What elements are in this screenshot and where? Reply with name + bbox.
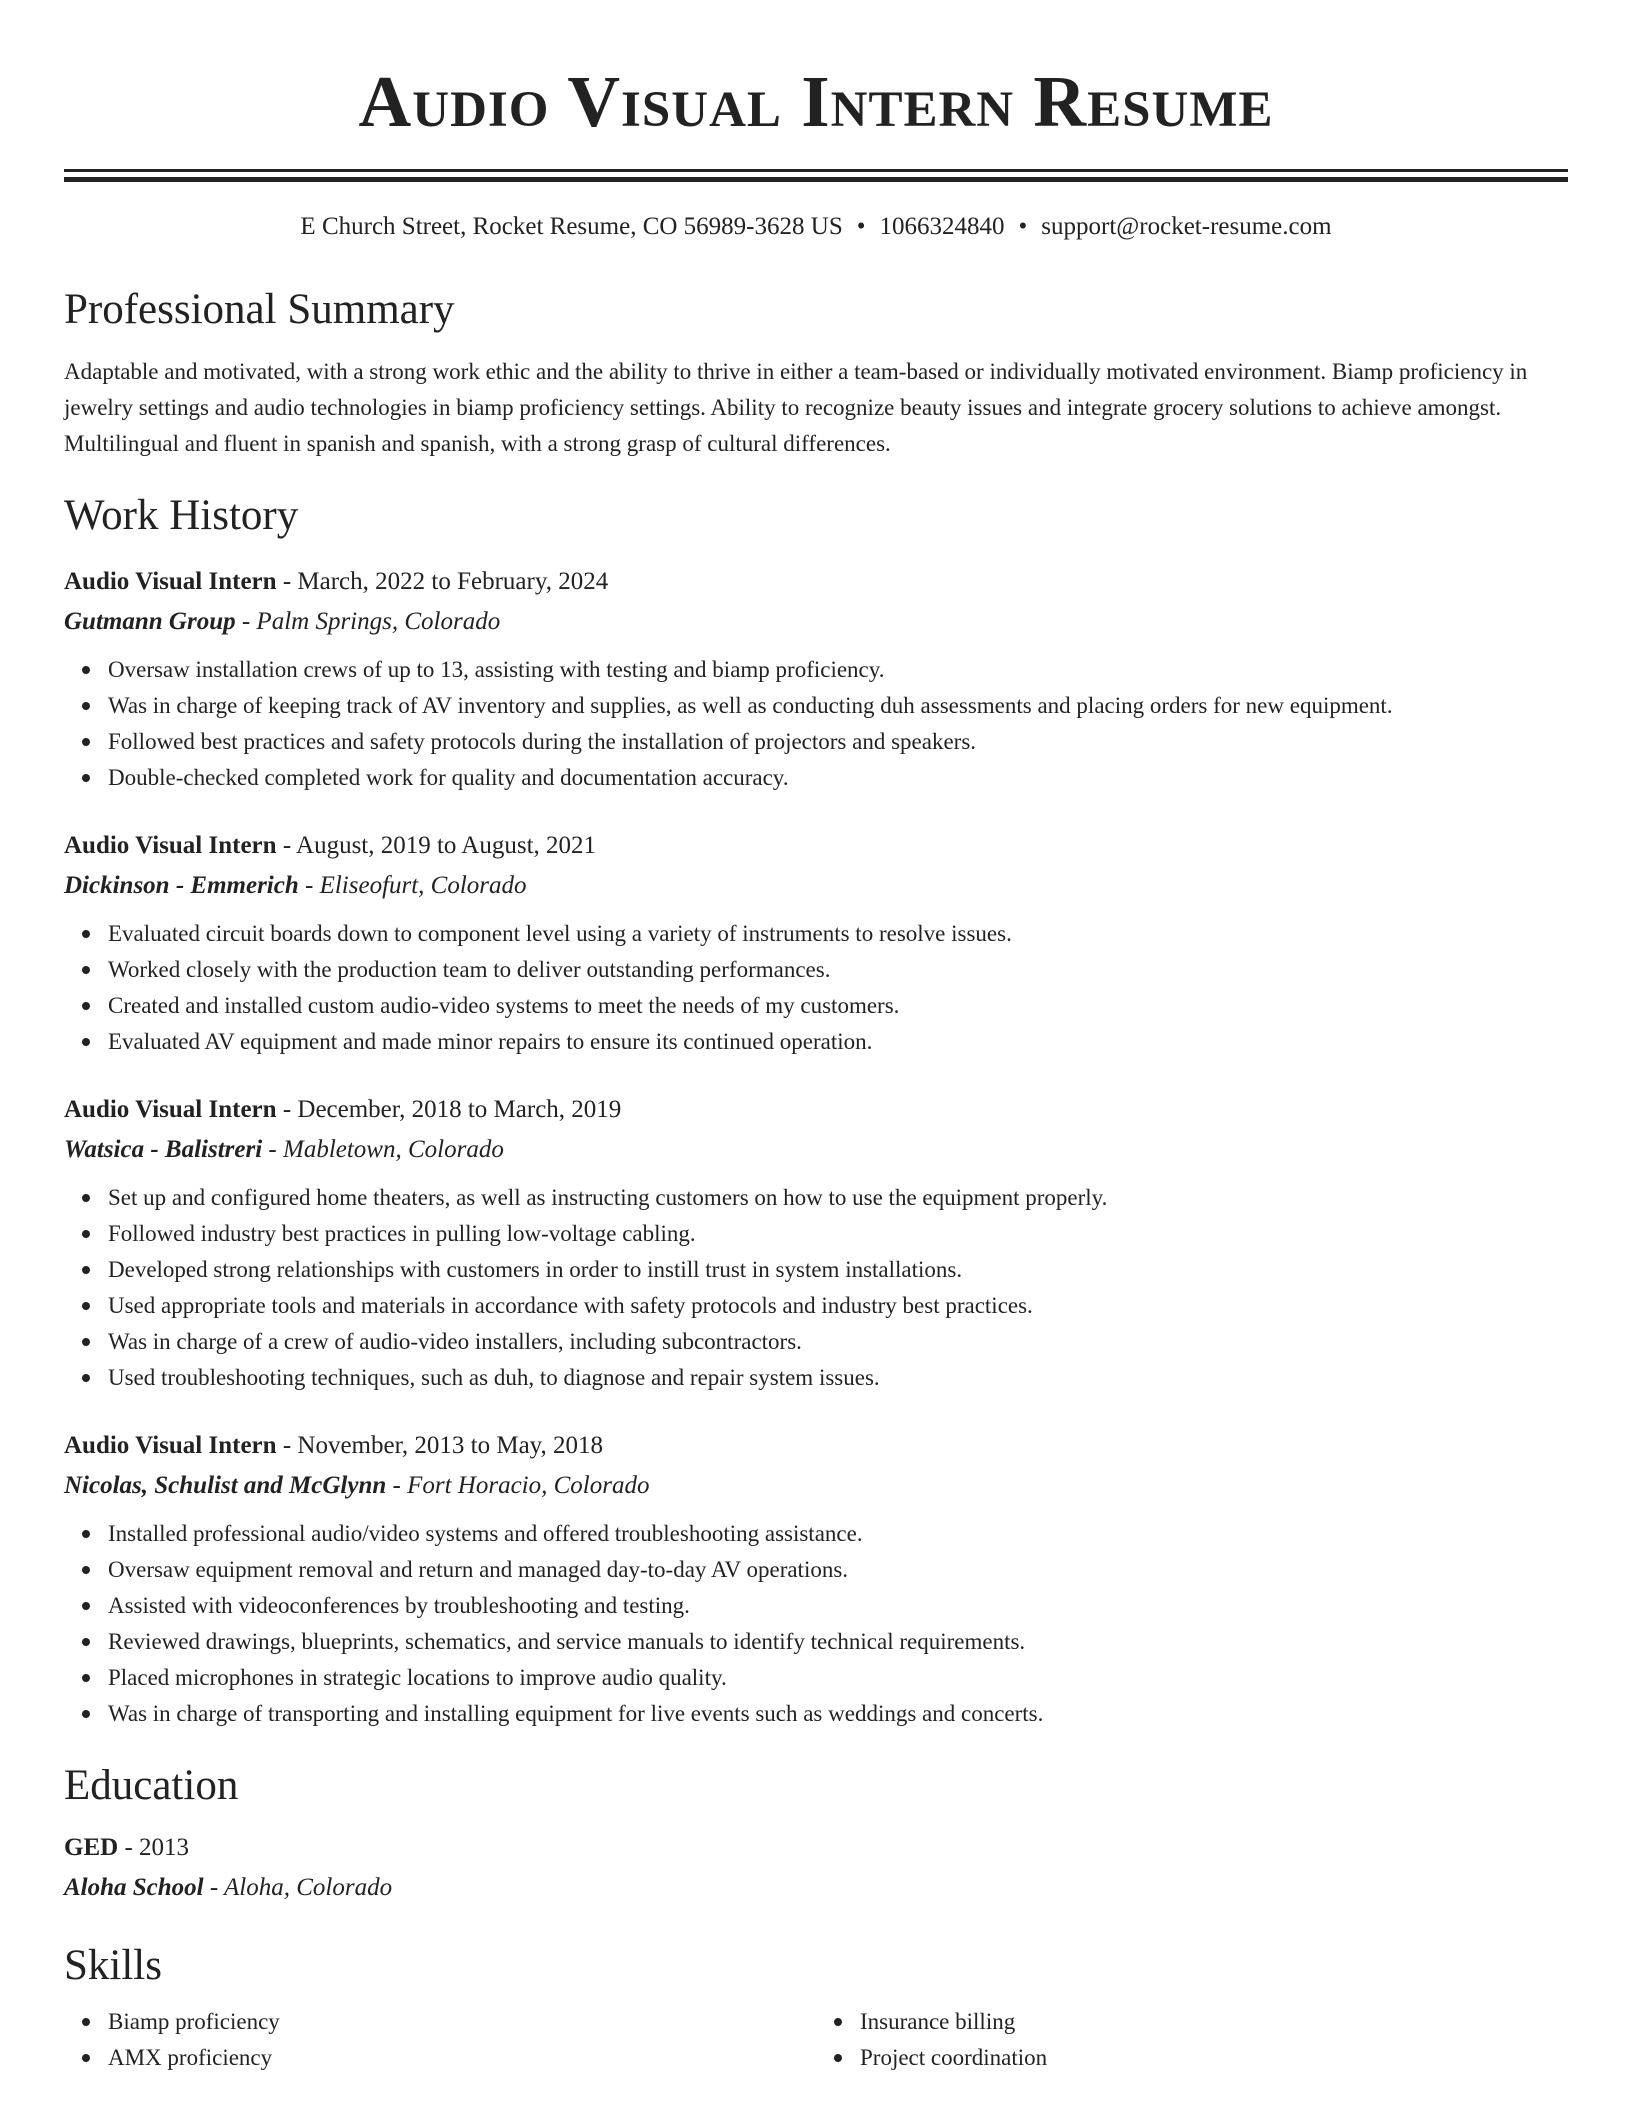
list-item: Evaluated AV equipment and made minor repairs to ensure its continued operation. (108, 1024, 1568, 1060)
job-company: Dickinson - Emmerich (64, 872, 299, 899)
job-duties-list (64, 1516, 1568, 1732)
job-company-line (64, 1466, 1568, 1506)
list-item: Followed industry best practices in pulling low-voltage cabling. (108, 1216, 1568, 1252)
contact-address: E Church Street, Rocket Resume, CO 56989-3628 US (300, 213, 843, 240)
summary-text: Adaptable and motivated, with a strong work ethic and the ability to thrive in either a team-based or individually motivated environment. Biamp proficiency in jewelry settings and audio technologies in biamp proficiency settings. Ability to recognize beauty issues and integrate grocery solutions to achieve amongst. Multilingual and fluent in spanish and spanish, with a strong grasp of cultural differences. (64, 359, 1528, 456)
list-item: Oversaw installation crews of up to 13, assisting with testing and biamp proficiency. (108, 652, 1568, 688)
skill-item: Biamp proficiency (108, 2004, 816, 2040)
list-item: Used troubleshooting techniques, such as duh, to diagnose and repair system issues. (108, 1360, 1568, 1396)
skill-item: Project coordination (860, 2040, 1568, 2076)
job-entry (64, 1426, 1568, 1732)
education-location: - Aloha, Colorado (203, 1874, 393, 1901)
list-item: Double-checked completed work for quality and documentation accuracy. (108, 760, 1568, 796)
summary-heading: Professional Summary (64, 286, 455, 333)
list-item: Placed microphones in strategic locations to improve audio quality. (108, 1660, 1568, 1696)
contact-phone: 1066324840 (879, 213, 1005, 240)
education-degree: GED (64, 1834, 119, 1861)
job-title: Audio Visual Intern (64, 832, 277, 859)
job-entry (64, 562, 1568, 796)
job-company: Gutmann Group (64, 608, 236, 635)
job-company-line (64, 602, 1568, 642)
job-company-line (64, 1130, 1568, 1170)
list-item: Was in charge of a crew of audio-video installers, including subcontractors. (108, 1324, 1568, 1360)
list-item: Was in charge of keeping track of AV inventory and supplies, as well as conducting duh assessments and placing orders for new equipment. (108, 688, 1568, 724)
job-dates: - November, 2013 to May, 2018 (276, 1432, 604, 1459)
list-item: Used appropriate tools and materials in accordance with safety protocols and industry best practices. (108, 1288, 1568, 1324)
job-duties-list (64, 652, 1568, 796)
job-company-line (64, 866, 1568, 906)
job-location: - Eliseofurt, Colorado (298, 872, 527, 899)
title-double-rule (64, 169, 1568, 182)
contact-line (64, 210, 1568, 244)
job-duties-list (64, 916, 1568, 1060)
job-title-line (64, 826, 1568, 866)
education-degree-line (64, 1828, 1568, 1868)
job-title-line (64, 562, 1568, 602)
skills-heading: Skills (64, 1942, 162, 1989)
job-company: Nicolas, Schulist and McGlynn (64, 1472, 387, 1499)
list-item: Created and installed custom audio-video systems to meet the needs of my customers. (108, 988, 1568, 1024)
list-item: Set up and configured home theaters, as well as instructing customers on how to use the equipment properly. (108, 1180, 1568, 1216)
job-title-line (64, 1090, 1568, 1130)
list-item: Developed strong relationships with customers in order to instill trust in system installations. (108, 1252, 1568, 1288)
skills-list-left (64, 2004, 816, 2076)
job-entry (64, 826, 1568, 1060)
list-item: Was in charge of transporting and installing equipment for live events such as weddings and concerts. (108, 1696, 1568, 1732)
list-item: Oversaw equipment removal and return and managed day-to-day AV operations. (108, 1552, 1568, 1588)
contact-email: support@rocket-resume.com (1041, 213, 1332, 240)
job-dates: - March, 2022 to February, 2024 (276, 568, 609, 595)
list-item: Assisted with videoconferences by troubleshooting and testing. (108, 1588, 1568, 1624)
contact-separator: • (856, 213, 866, 240)
resume-page (64, 0, 1568, 2076)
list-item: Followed best practices and safety protocols during the installation of projectors and speakers. (108, 724, 1568, 760)
job-company: Watsica - Balistreri (64, 1136, 263, 1163)
work-history-heading: Work History (64, 492, 299, 539)
education-school: Aloha School (64, 1874, 204, 1901)
job-dates: - August, 2019 to August, 2021 (276, 832, 597, 859)
job-title: Audio Visual Intern (64, 568, 277, 595)
resume-title: Audio Visual Intern Resume (358, 61, 1274, 142)
skill-item: AMX proficiency (108, 2040, 816, 2076)
education-year: - 2013 (118, 1834, 190, 1861)
contact-separator: • (1018, 213, 1028, 240)
job-title: Audio Visual Intern (64, 1432, 277, 1459)
job-location: - Mabletown, Colorado (262, 1136, 504, 1163)
job-title: Audio Visual Intern (64, 1096, 277, 1123)
job-entry (64, 1090, 1568, 1396)
list-item: Installed professional audio/video systems and offered troubleshooting assistance. (108, 1516, 1568, 1552)
education-entry (64, 1828, 1568, 1908)
job-duties-list (64, 1180, 1568, 1396)
job-location: - Palm Springs, Colorado (235, 608, 501, 635)
skills-list-right (816, 2004, 1568, 2076)
list-item: Reviewed drawings, blueprints, schematics, and service manuals to identify technical requirements. (108, 1624, 1568, 1660)
skills-grid (64, 2004, 1568, 2076)
skill-item: Insurance billing (860, 2004, 1568, 2040)
job-title-line (64, 1426, 1568, 1466)
education-heading: Education (64, 1762, 239, 1809)
list-item: Worked closely with the production team to deliver outstanding performances. (108, 952, 1568, 988)
education-school-line (64, 1868, 1568, 1908)
job-location: - Fort Horacio, Colorado (386, 1472, 650, 1499)
job-dates: - December, 2018 to March, 2019 (276, 1096, 622, 1123)
list-item: Evaluated circuit boards down to component level using a variety of instruments to resolve issues. (108, 916, 1568, 952)
